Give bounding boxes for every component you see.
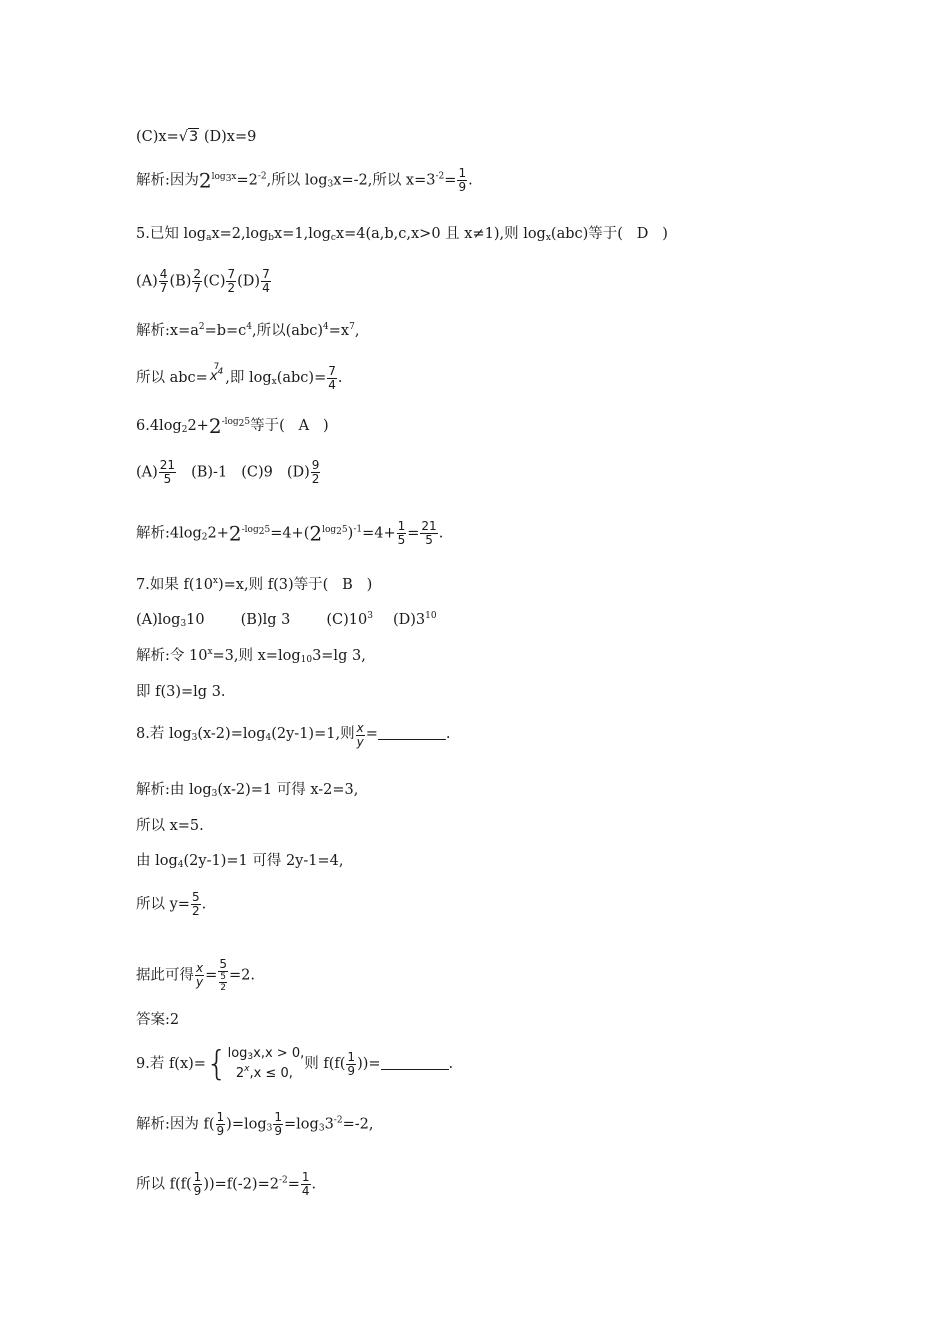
numerator: 21	[159, 458, 176, 472]
text: .	[468, 172, 473, 189]
text: 解析:因为	[136, 172, 199, 189]
option: (C)9	[241, 464, 273, 481]
numerator: 1	[347, 1049, 356, 1064]
sub: 2	[201, 532, 208, 543]
q5-solution-1	[136, 321, 359, 341]
q8-stem	[136, 722, 450, 749]
denominator: 9	[458, 180, 467, 194]
text: x=-2,所以 x=3	[333, 172, 436, 189]
q6-solution	[136, 520, 443, 547]
base: 2	[228, 521, 242, 546]
base: x	[209, 369, 218, 384]
text: 解析:x=a	[136, 323, 199, 339]
case-text: 2	[235, 1066, 245, 1081]
text: =4+	[362, 525, 396, 542]
text: 8.若 log	[136, 726, 192, 742]
text: 据此可得	[136, 967, 194, 984]
numerator: 1	[216, 1110, 225, 1124]
numerator: 7	[227, 267, 236, 281]
text: (x-2)=log	[197, 726, 266, 742]
q8-solution-2	[136, 816, 204, 836]
text: =-2,	[342, 1116, 374, 1133]
text: 9.若 f(x)=	[136, 1056, 206, 1072]
numerator: 7	[262, 267, 270, 281]
denominator: 5	[163, 472, 172, 486]
text: (abc)=	[276, 370, 327, 386]
exp-sub: 2	[336, 526, 342, 537]
text: 解析:令 10	[136, 648, 208, 664]
denominator: 9	[216, 1124, 225, 1138]
fraction	[311, 459, 321, 486]
q7-solution-2	[136, 682, 226, 702]
text: 所以 f(f(	[136, 1176, 192, 1193]
exp: x	[212, 576, 218, 586]
denominator: 2	[311, 472, 320, 486]
numerator: x	[196, 961, 204, 975]
fraction	[457, 167, 467, 194]
exp: -2	[333, 1115, 343, 1126]
sub: 10	[300, 655, 313, 665]
text: =2.	[229, 967, 255, 984]
sub: 4	[177, 860, 184, 870]
denominator: 9	[274, 1124, 283, 1138]
text: 所以 y=	[136, 896, 190, 913]
numerator: 1	[397, 519, 406, 533]
base: 2	[198, 168, 212, 193]
inner-numerator: 5	[220, 972, 226, 982]
option: (A)log	[136, 612, 181, 628]
sqrt: √3	[178, 129, 199, 145]
text: )	[366, 577, 373, 593]
q6-options	[136, 459, 321, 486]
option: (C)10	[326, 612, 368, 628]
numerator: 21	[421, 519, 437, 533]
q6-stem	[136, 416, 329, 436]
q8-solution-1	[136, 780, 358, 800]
piecewise-cases	[228, 1044, 305, 1084]
denominator: 9	[193, 1184, 202, 1198]
fraction	[346, 1051, 356, 1078]
text: =log	[284, 1116, 319, 1133]
q5-solution-2	[136, 362, 342, 392]
exp: 4	[323, 322, 329, 332]
sub: 3	[180, 619, 187, 629]
text: 答案:2	[136, 1012, 180, 1028]
text: (abc)等于(	[550, 226, 623, 242]
text: (x-2)=1 可得 x-2=3,	[217, 782, 359, 798]
text: 2+	[207, 525, 229, 542]
answer: B	[342, 577, 353, 593]
option: (B)lg 3	[240, 612, 291, 628]
sub: b	[268, 233, 275, 243]
exp: -2	[435, 171, 445, 182]
denominator: 9	[347, 1063, 356, 1078]
sub: 2	[181, 425, 188, 435]
option: (B)-1	[191, 464, 228, 481]
text: =b=c	[204, 323, 247, 339]
q8-solution-3	[136, 851, 343, 871]
numerator: 2	[193, 267, 202, 281]
text: 解析:因为 f(	[136, 1116, 215, 1133]
numerator: 7	[328, 363, 336, 378]
denominator: 4	[262, 281, 270, 295]
q8-answer	[136, 1010, 179, 1030]
text: (C)x=	[136, 129, 179, 145]
numerator: 4	[159, 267, 168, 281]
exp: -log	[221, 417, 239, 427]
text: ,所以(abc)	[252, 323, 324, 339]
answer: D	[636, 226, 649, 242]
exp-sub: 2	[238, 419, 245, 429]
q7-solution-1	[136, 646, 366, 666]
text: 6.4log	[136, 418, 182, 434]
text: (D)x=9	[199, 129, 257, 145]
denominator: 5	[425, 533, 433, 547]
sub: x	[271, 377, 277, 387]
exp: 5	[264, 524, 271, 535]
sub: 3	[318, 1123, 325, 1134]
base: 2	[309, 521, 323, 546]
q9-stem	[136, 1043, 453, 1085]
text: 等于(	[250, 418, 285, 434]
fraction	[192, 268, 202, 295]
exp: -log	[241, 524, 259, 535]
numerator: 5	[191, 890, 200, 904]
text: )=log	[226, 1116, 267, 1133]
text: 所以 abc=	[136, 370, 208, 386]
exp: x	[244, 1064, 250, 1074]
fraction	[273, 1111, 283, 1138]
numerator: 1	[458, 166, 467, 180]
exp: 5	[341, 524, 348, 535]
exp: 7	[349, 322, 355, 332]
radicand: 3	[189, 129, 199, 145]
text: )=x,则 f(3)等于(	[218, 577, 329, 593]
case-text: x,x > 0,	[253, 1046, 305, 1061]
base: 2	[208, 414, 222, 438]
option-label: (B)	[169, 273, 192, 290]
numerator: 5	[219, 957, 227, 971]
option-label: (A)	[136, 273, 158, 290]
exp: x	[231, 171, 237, 182]
text: .	[337, 370, 343, 386]
text: =4+(	[270, 525, 310, 542]
fraction	[226, 268, 236, 295]
text: 3	[324, 1116, 334, 1133]
denominator: 4	[328, 377, 336, 392]
text: .	[201, 896, 207, 913]
q4-options-cd	[136, 127, 256, 147]
exp: x	[207, 647, 213, 657]
numerator: 1	[193, 1170, 202, 1184]
left-brace: {	[205, 1044, 228, 1084]
q8-solution-5	[136, 958, 255, 993]
exp-sub: 2	[258, 526, 265, 537]
fraction	[261, 268, 271, 295]
answer-blank[interactable]	[381, 1055, 449, 1070]
text: 2+	[187, 418, 209, 434]
exp-sub: 3	[225, 173, 232, 184]
inner-denominator: 2	[220, 983, 226, 993]
text: ,所以 log	[266, 172, 328, 189]
fraction	[327, 365, 337, 392]
text: =	[407, 525, 420, 542]
denominator: y	[356, 735, 364, 749]
exp: -1	[353, 524, 363, 535]
denominator: 4	[301, 1184, 310, 1198]
text: .	[448, 1056, 454, 1072]
sub: 3	[266, 1123, 273, 1134]
text: 即 f(3)=lg 3.	[136, 684, 226, 700]
option-label: (D)	[237, 273, 261, 290]
q8-solution-4	[136, 891, 206, 918]
fraction	[159, 459, 176, 486]
exp: log	[211, 171, 226, 182]
text: .	[445, 726, 451, 742]
case-text: ,x ≤ 0,	[249, 1066, 293, 1081]
option-label: (D)	[286, 464, 310, 481]
text: x=2,log	[211, 226, 269, 242]
text: (2y-1)=1,则	[271, 726, 355, 742]
exp-numerator: 7	[213, 362, 220, 372]
numerator: 1	[301, 1170, 310, 1184]
option-label: (C)	[203, 273, 226, 290]
option: (D)3	[392, 612, 426, 628]
text: 10	[186, 612, 205, 628]
sub: 4	[265, 733, 272, 743]
fraction	[209, 362, 224, 382]
exp: log	[322, 524, 337, 535]
q7-stem	[136, 575, 372, 595]
text: =	[287, 1176, 300, 1193]
text: )	[662, 226, 668, 242]
text: 解析:由 log	[136, 782, 212, 798]
answer-blank[interactable]	[378, 725, 446, 740]
denominator: 7	[159, 281, 168, 295]
text: 7.如果 f(10	[136, 577, 213, 593]
q9-solution-2	[136, 1171, 316, 1198]
sub: x	[545, 233, 551, 243]
exp: 3	[367, 611, 373, 621]
case-text: log	[227, 1046, 248, 1061]
fraction	[397, 520, 407, 547]
text: =2	[236, 172, 258, 189]
denominator: y	[196, 975, 204, 989]
text: ,	[354, 323, 360, 339]
exp: 4	[246, 322, 253, 332]
text: )	[347, 525, 354, 542]
q7-options	[136, 610, 437, 630]
q5-stem	[136, 224, 668, 244]
denominator: 5	[397, 533, 406, 547]
sub: a	[206, 233, 212, 243]
text: 解析:4log	[136, 525, 202, 542]
text: .	[311, 1176, 317, 1193]
denominator: 2	[191, 904, 200, 918]
text: x=1,log	[274, 226, 331, 242]
text: =	[205, 967, 218, 984]
q9-solution-1	[136, 1111, 373, 1138]
sub: 3	[211, 789, 218, 799]
exp: -2	[257, 171, 267, 182]
text: 则 f(f(	[304, 1056, 346, 1072]
fraction	[193, 1171, 203, 1198]
exp: 5	[244, 417, 251, 427]
exp: 4	[217, 367, 224, 377]
fraction	[216, 1111, 226, 1138]
exp: -2	[278, 1175, 288, 1186]
fraction	[356, 722, 365, 749]
text: .	[438, 525, 444, 542]
text: =	[444, 172, 457, 189]
numerator: 9	[311, 458, 320, 472]
q4-solution	[136, 167, 473, 194]
numerator: 1	[274, 1110, 283, 1124]
denominator: 7	[193, 281, 202, 295]
text: 5.已知 log	[136, 226, 207, 242]
fraction	[195, 962, 204, 989]
sub: 3	[327, 179, 334, 190]
option-label: (A)	[136, 464, 158, 481]
q5-options	[136, 268, 272, 295]
exp: 2	[198, 322, 205, 332]
text: 所以 x=5.	[136, 818, 204, 834]
sub: 3	[247, 1052, 254, 1062]
text: =x	[328, 323, 350, 339]
sub: c	[330, 233, 336, 243]
fraction	[159, 268, 169, 295]
sub: 3	[191, 733, 198, 743]
exp: 10	[425, 611, 437, 621]
text: 3=lg 3,	[312, 648, 366, 664]
text: ))=f(-2)=2	[203, 1176, 279, 1193]
fraction	[301, 1171, 311, 1198]
text: )	[322, 418, 329, 434]
fraction	[420, 520, 437, 547]
text: (2y-1)=1 可得 2y-1=4,	[183, 853, 344, 869]
numerator: x	[356, 721, 364, 735]
text: ,即 log	[225, 370, 272, 386]
text: =3,则 x=log	[212, 648, 301, 664]
denominator: 2	[227, 281, 236, 295]
text: ))=	[357, 1056, 381, 1072]
text: 由 log	[136, 853, 178, 869]
answer: A	[298, 418, 310, 434]
text: x=4(a,b,c,x>0 且 x≠1),则 log	[335, 226, 546, 242]
text: =	[365, 726, 378, 742]
complex-fraction	[218, 958, 228, 993]
fraction	[191, 891, 201, 918]
